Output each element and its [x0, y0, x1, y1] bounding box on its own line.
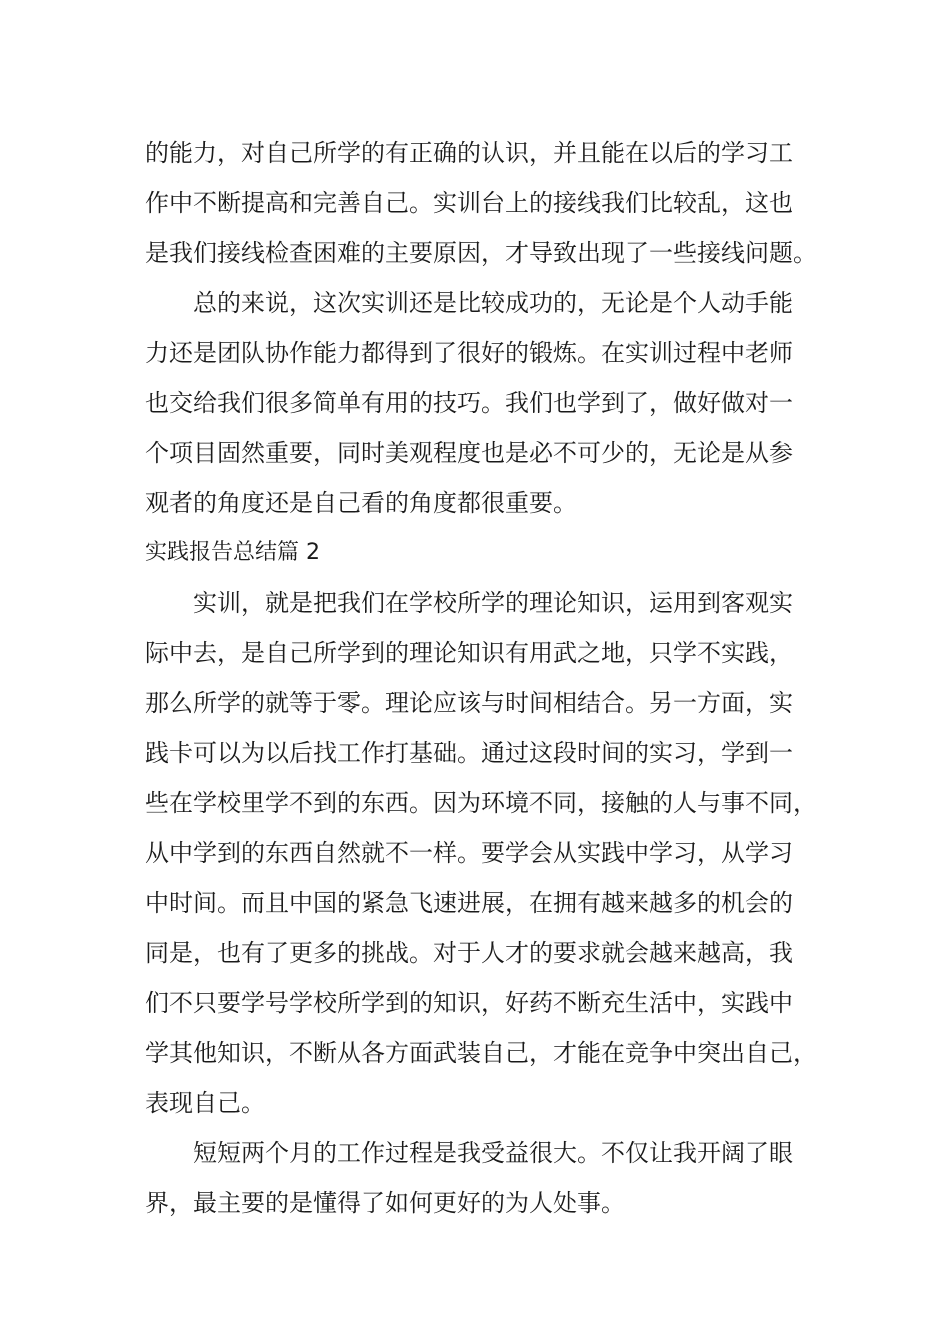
text-line: 同是，也有了更多的挑战。对于人才的要求就会越来越高，我 [145, 939, 793, 967]
text-line: 践卡可以为以后找工作打基础。通过这段时间的实习，学到一 [145, 739, 793, 767]
section-heading: 实践报告总结篇 2 [145, 540, 320, 565]
text-line: 个项目固然重要，同时美观程度也是必不可少的，无论是从参 [145, 439, 793, 467]
paragraph-continuation [145, 128, 817, 278]
text-line: 的能力，对自己所学的有正确的认识，并且能在以后的学习工 [145, 139, 793, 167]
text-line: 们不只要学号学校所学到的知识，好药不断充生活中，实践中 [145, 989, 793, 1017]
text-line: 从中学到的东西自然就不一样。要学会从实践中学习，从学习 [145, 839, 793, 867]
text-line: 短短两个月的工作过程是我受益很大。不仅让我开阔了眼 [193, 1139, 793, 1167]
text-line: 也交给我们很多简单有用的技巧。我们也学到了，做好做对一 [145, 389, 793, 417]
text-line: 些在学校里学不到的东西。因为环境不同，接触的人与事不同， [145, 789, 817, 817]
text-line: 力还是团队协作能力都得到了很好的锻炼。在实训过程中老师 [145, 339, 793, 367]
paragraph-work-experience [145, 1128, 809, 1228]
text-line: 是我们接线检查困难的主要原因，才导致出现了一些接线问题。 [145, 239, 817, 267]
paragraph-summary [145, 278, 809, 528]
paragraph-training [145, 578, 817, 1128]
text-line: 际中去，是自己所学到的理论知识有用武之地，只学不实践， [145, 639, 793, 667]
text-line: 总的来说，这次实训还是比较成功的，无论是个人动手能 [193, 289, 793, 317]
text-line: 中时间。而且中国的紧急飞速进展，在拥有越来越多的机会的 [145, 889, 793, 917]
text-line: 作中不断提高和完善自己。实训台上的接线我们比较乱，这也 [145, 189, 793, 217]
text-line: 界，最主要的是懂得了如何更好的为人处事。 [145, 1189, 625, 1217]
text-line: 学其他知识，不断从各方面武装自己，才能在竞争中突出自己， [145, 1039, 817, 1067]
text-line: 观者的角度还是自己看的角度都很重要。 [145, 489, 577, 517]
document-body [145, 128, 817, 1228]
text-line: 实训，就是把我们在学校所学的理论知识，运用到客观实 [193, 589, 793, 617]
text-line: 那么所学的就等于零。理论应该与时间相结合。另一方面，实 [145, 689, 793, 717]
text-line: 表现自己。 [145, 1089, 265, 1117]
